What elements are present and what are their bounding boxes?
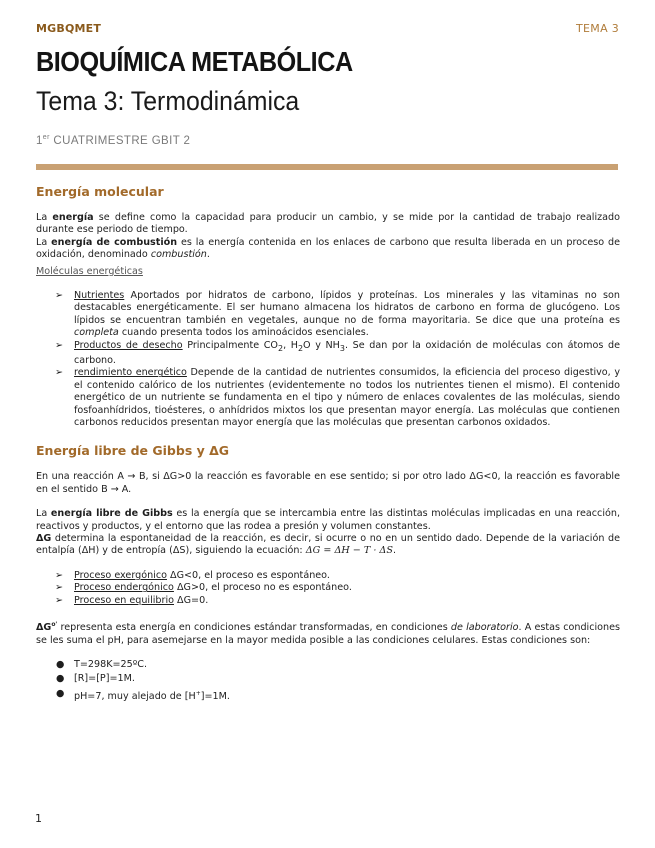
list-item-concentracion: ● [R]=[P]=1M. (56, 673, 135, 685)
list-item-rendimiento: ➢ rendimiento energético Depende de la cantidad de nutrientes consumidos, la eficiencia del proceso digestivo, y el contenido calórico de los nutrientes (evidentemente no todos los nutrientes tienen el mismo). El contenido energético de un nutriente se fundamenta en el tipo y número de enlaces covalentes de las moléculas, siendo fosfoanhídridos, tioésteres, o anhídridos mixtos los que presentan mayor energía. Las moléculas que contienen carbonos reducidos presentan mayor energía que las moléculas que presentan carbonos oxidados. (55, 367, 620, 428)
document-title: BIOQUÍMICA METABÓLICA (36, 46, 353, 77)
list-item-equilibrio: ➢ Proceso en equilibrio ΔG=0. (55, 594, 209, 606)
course-info: 1er CUATRIMESTRE GBIT 2 (36, 134, 191, 147)
list-item-nutrientes: ➢ Nutrientes Aportados por hidratos de carbono, lípidos y proteínas. Los minerales y las vitaminas no son destacables energéticamente. El ser humano almacena los hidratos de carbono en forma de glucógeno. Los lípidos se encuentran también en vegetales, aunque no de forma mayoritaria. Se dice que una proteína es completa cuando presenta todos los aminoácidos esenciales. (55, 290, 620, 339)
header-course-code: MGBQMET (36, 22, 102, 35)
bullet-dot-icon: ● (56, 687, 65, 699)
list-item-exergonico: ➢ Proceso exergónico ΔG<0, el proceso es espontáneo. (55, 569, 330, 581)
gibbs-equation: ΔG = ΔH − T · ΔS (305, 545, 393, 557)
paragraph-reaccion: En una reacción A → B, si ΔG>0 la reacción es favorable en ese sentido; si por otro lado ΔG<0, la reacción es favorable en el sentido B → A. (36, 471, 620, 495)
bullet-dot-icon: ● (56, 659, 65, 671)
arrow-bullet-icon: ➢ (55, 290, 64, 302)
molecule-list (36, 290, 620, 429)
bullet-dot-icon: ● (56, 673, 65, 685)
paragraph-energia: La energía se define como la capacidad para producir un cambio, y se mide por la cantidad de trabajo realizado durante ese periodo de tiempo. (36, 212, 621, 236)
paragraph-energia-libre: La energía libre de Gibbs es la energía que se intercambia entre las distintas moléculas implicadas en una reacción, reactivos y productos, y el entorno que las rodea a presión y volumen constantes. (36, 508, 620, 532)
conditions-list (36, 659, 620, 703)
list-item-temperatura: ● T=298K=25ºC. (56, 659, 148, 671)
paragraph-delta-g: ΔG determina la espontaneidad de la reacción, es decir, si ocurre o no en un sentido dado. Depende de la variación de entalpía (ΔH) y de entropía (ΔS), siguiendo la ecuación: ΔG = ΔH − T · ΔS. (36, 533, 620, 557)
arrow-bullet-icon: ➢ (55, 569, 64, 581)
header-topic: TEMA 3 (576, 22, 619, 35)
arrow-bullet-icon: ➢ (55, 367, 64, 379)
list-item-ph: ● pH=7, muy alejado de [H+]=1M. (56, 687, 230, 703)
paragraph-delta-g-standard: $\Delta G^{o'}$ representa esta energía en condiciones estándar transformadas, en condiciones de laboratorio. A estas condiciones se les suma el pH, para asemejarse en la mayor medida posible a las condiciones celulares. Estas condiciones son: (36, 621, 621, 646)
list-item-endergonico: ➢ Proceso endergónico ΔG>0, el proceso no es espontáneo. (55, 582, 352, 594)
document-subtitle: Tema 3: Termodinámica (36, 86, 300, 116)
arrow-bullet-icon: ➢ (55, 339, 64, 351)
process-list (36, 570, 620, 607)
arrow-bullet-icon: ➢ (55, 582, 64, 594)
paragraph-combustion: La energía de combustión es la energía contenida en los enlaces de carbono que resulta liberada en un proceso de oxidación, denominado combustión. (36, 236, 620, 261)
arrow-bullet-icon: ➢ (55, 594, 64, 606)
page-number: 1 (35, 812, 42, 825)
divider-bar (36, 164, 618, 170)
list-item-productos-desecho: ➢ Productos de desecho Principalmente $CO_2$, $H_2O$ y $NH_3$. Se dan por la oxidación de moléculas con átomos de carbono. (55, 339, 620, 366)
document-body (36, 184, 620, 705)
section-heading-gibbs: Energía libre de Gibbs y ΔG (36, 443, 230, 459)
subheading-moleculas: Moléculas energéticas (36, 265, 143, 277)
section-heading-energia-molecular: Energía molecular (36, 184, 164, 199)
